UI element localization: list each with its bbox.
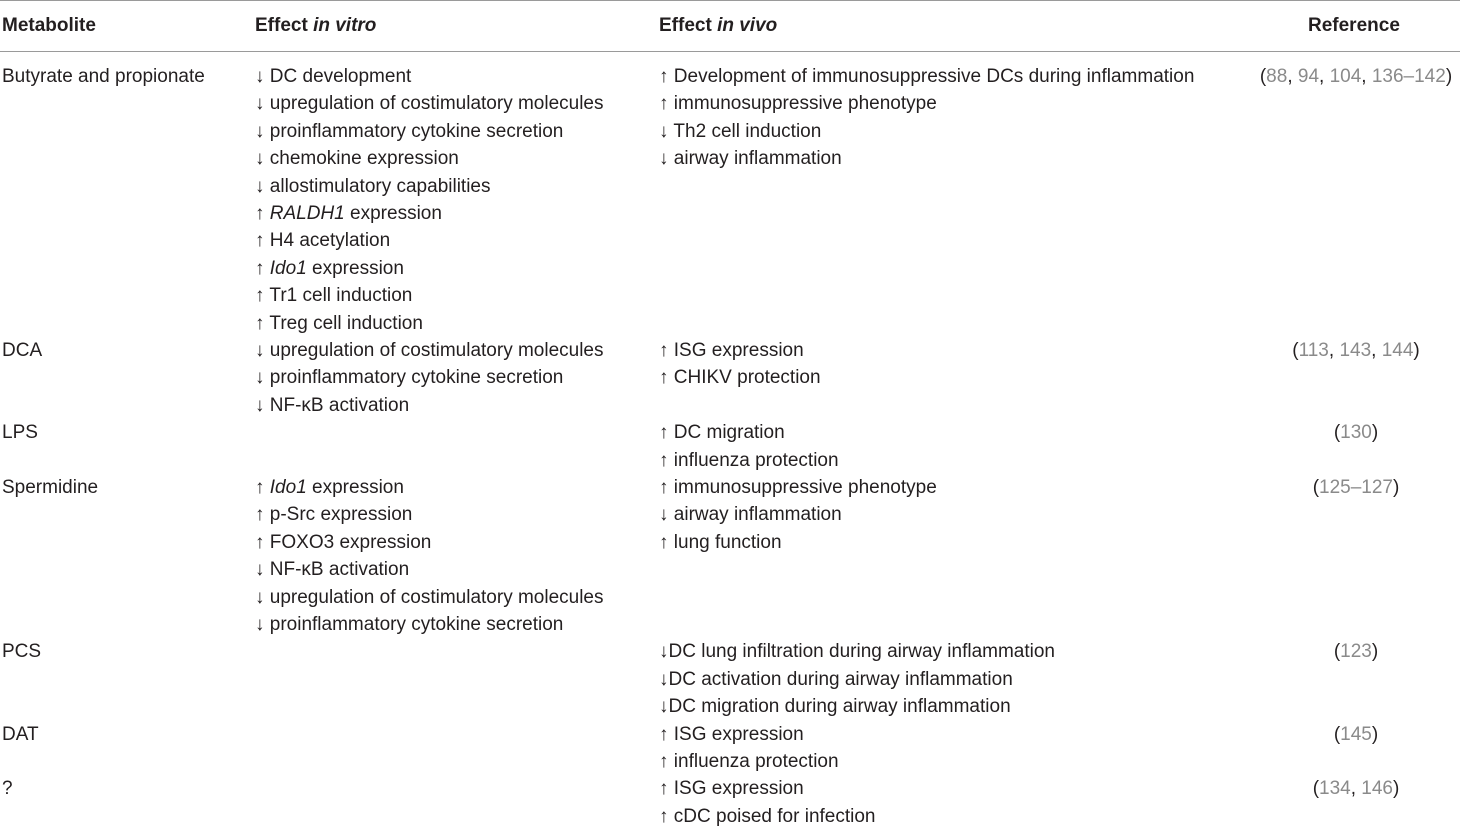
effect-text: ↓DC lung infiltration during airway inflammation xyxy=(659,641,1056,663)
table-row xyxy=(0,638,1460,720)
effect-line xyxy=(659,721,839,748)
metabolite-cell: LPS xyxy=(2,422,38,444)
metabolite-cell: DAT xyxy=(2,723,39,745)
effect-text: ↑ influenza protection xyxy=(659,750,839,772)
table-body xyxy=(0,63,1460,830)
in-vivo-effects-cell xyxy=(659,474,937,556)
effect-line xyxy=(255,63,604,90)
effect-line xyxy=(659,90,1194,117)
reference-link[interactable]: 134 xyxy=(1319,778,1351,800)
effect-text: ↓ proinflammatory cytokine secretion xyxy=(255,613,564,635)
effect-line xyxy=(659,501,937,528)
reference-link[interactable]: 104 xyxy=(1329,66,1362,87)
effect-text: ↑ DC migration xyxy=(659,422,785,444)
effect-text: ↑ cDC poised for infection xyxy=(659,805,876,827)
reference-link[interactable]: 145 xyxy=(1340,723,1372,745)
effect-line xyxy=(255,282,604,309)
effect-line xyxy=(659,803,876,830)
in-vivo-effects-cell xyxy=(659,775,876,830)
effect-line xyxy=(255,90,604,117)
table-row xyxy=(0,721,1460,776)
effect-text: ↑ Tr1 cell induction xyxy=(255,285,413,307)
table-top-rule xyxy=(0,0,1460,1)
effect-line xyxy=(255,227,604,254)
effect-text: Ido1 xyxy=(269,257,307,279)
effect-text: expression xyxy=(306,257,404,279)
in-vivo-effects-cell xyxy=(659,419,839,474)
table-row xyxy=(0,63,1460,337)
effect-line xyxy=(255,584,604,611)
effect-text: ↑ xyxy=(255,476,270,498)
effect-text: ↓ airway inflammation xyxy=(659,148,842,170)
effect-text: ↓ Th2 cell induction xyxy=(659,120,822,142)
effect-text: ↓ allostimulatory capabilities xyxy=(255,175,491,197)
table-row xyxy=(0,474,1460,638)
table-row xyxy=(0,337,1460,419)
effect-text: ↓ airway inflammation xyxy=(659,504,842,526)
effect-line xyxy=(255,611,604,638)
reference-cell: (88, 94, 104, 136–142) xyxy=(1259,66,1453,87)
effect-text: ↑ xyxy=(255,202,270,224)
effect-line xyxy=(659,447,839,474)
effect-line xyxy=(255,310,604,337)
effect-line xyxy=(255,364,604,391)
effect-text: ↑ influenza protection xyxy=(659,449,839,471)
reference-link[interactable]: 88 xyxy=(1266,66,1288,87)
effect-line xyxy=(255,145,604,172)
effect-text: ↑ immunosuppressive phenotype xyxy=(659,476,937,498)
effect-line xyxy=(255,173,604,200)
reference-link[interactable]: 123 xyxy=(1340,641,1372,663)
metabolite-cell: DCA xyxy=(2,340,43,361)
reference-cell: (123) xyxy=(1333,641,1379,663)
effect-line xyxy=(255,474,604,501)
effect-text: ↓ NF-κB activation xyxy=(255,394,410,416)
effect-text: ↑ ISG expression xyxy=(659,340,804,361)
reference-link[interactable]: 125–127 xyxy=(1319,476,1393,498)
effect-line xyxy=(659,337,821,364)
metabolite-cell: Spermidine xyxy=(2,476,99,498)
effect-line xyxy=(255,337,604,364)
effect-text: ↑ lung function xyxy=(659,531,782,553)
effect-line xyxy=(255,392,604,419)
metabolite-cell: PCS xyxy=(2,641,42,663)
effect-text: ↑ CHIKV protection xyxy=(659,367,821,389)
table-row xyxy=(0,419,1460,474)
effect-text: ↑ H4 acetylation xyxy=(255,230,391,252)
effect-text: ↑ ISG expression xyxy=(659,723,804,745)
effect-line xyxy=(659,63,1194,90)
effect-line xyxy=(659,638,1055,665)
header-effect-in-vitro xyxy=(255,14,376,38)
effect-text: ↑ immunosuppressive phenotype xyxy=(659,93,937,115)
effect-line xyxy=(659,474,937,501)
effect-line xyxy=(255,556,604,583)
effect-text: ↓ NF-κB activation xyxy=(255,559,410,581)
in-vivo-effects-cell xyxy=(659,337,821,392)
reference-cell: (113, 143, 144) xyxy=(1292,340,1420,361)
effect-text: ↓ upregulation of costimulatory molecules xyxy=(255,340,604,361)
effect-text: RALDH1 xyxy=(269,202,345,224)
effect-text: expression xyxy=(306,476,404,498)
effect-text: ↓ proinflammatory cytokine secretion xyxy=(255,367,564,389)
effect-line xyxy=(659,145,1194,172)
in-vivo-effects-cell xyxy=(659,721,839,776)
reference-cell: (134, 146) xyxy=(1312,778,1400,800)
effect-line xyxy=(255,200,604,227)
reference-cell: (125–127) xyxy=(1312,476,1400,498)
effect-text: ↑ p-Src expression xyxy=(255,504,413,526)
effect-text: ↓ proinflammatory cytokine secretion xyxy=(255,120,564,142)
effect-line xyxy=(255,529,604,556)
effect-line xyxy=(659,529,937,556)
effect-line xyxy=(659,419,839,446)
table-row xyxy=(0,775,1460,830)
effect-text: ↑ FOXO3 expression xyxy=(255,531,432,553)
header-effect-in-vitro-prefix: Effect xyxy=(255,15,314,36)
metabolite-cell: Butyrate and propionate xyxy=(2,66,205,87)
in-vitro-effects-cell xyxy=(255,474,604,638)
effect-text: ↓ upregulation of costimulatory molecules xyxy=(255,586,604,608)
effect-text: ↓ DC development xyxy=(255,66,412,87)
reference-link[interactable]: 136–142 xyxy=(1371,66,1446,87)
reference-link[interactable]: 94 xyxy=(1297,66,1320,87)
header-effect-in-vivo xyxy=(659,14,777,38)
metabolite-cell: ? xyxy=(2,778,13,800)
effect-line xyxy=(659,666,1055,693)
reference-link[interactable]: 130 xyxy=(1340,422,1372,444)
reference-link[interactable]: 143 xyxy=(1339,340,1372,361)
table-header-rule xyxy=(0,51,1460,52)
reference-link[interactable]: 146 xyxy=(1361,778,1393,800)
in-vitro-effects-cell xyxy=(255,63,604,337)
effect-line xyxy=(255,255,604,282)
in-vivo-effects-cell xyxy=(659,638,1055,720)
effect-line xyxy=(659,693,1055,720)
header-reference: Reference xyxy=(1308,15,1400,36)
effect-text: Ido1 xyxy=(269,476,307,498)
in-vitro-effects-cell xyxy=(255,337,604,419)
effect-text: ↑ Development of immunosuppressive DCs during inflammation xyxy=(659,66,1195,87)
header-effect-in-vivo-prefix: Effect xyxy=(659,15,718,36)
effect-text: expression xyxy=(344,202,442,224)
effect-text: ↓ upregulation of costimulatory molecules xyxy=(255,93,604,115)
effect-text: ↓DC activation during airway inflammation xyxy=(659,668,1013,690)
reference-cell: (145) xyxy=(1333,723,1379,745)
effect-text: ↑ xyxy=(255,257,270,279)
effect-text: ↓ chemokine expression xyxy=(255,148,459,170)
effect-line xyxy=(659,118,1194,145)
header-effect-in-vivo-italic: in vivo xyxy=(717,15,778,36)
effect-text: ↑ ISG expression xyxy=(659,778,804,800)
reference-link[interactable]: 113 xyxy=(1298,340,1329,361)
effect-line xyxy=(659,775,876,802)
effect-text: ↓DC migration during airway inflammation xyxy=(659,696,1011,718)
reference-cell: (130) xyxy=(1333,422,1379,444)
effect-line xyxy=(255,501,604,528)
in-vivo-effects-cell xyxy=(659,63,1194,173)
header-metabolite: Metabolite xyxy=(2,15,96,36)
header-effect-in-vitro-italic: in vitro xyxy=(313,15,377,36)
reference-link[interactable]: 144 xyxy=(1381,340,1414,361)
effect-line xyxy=(659,748,839,775)
effect-line xyxy=(659,364,821,391)
effect-text: ↑ Treg cell induction xyxy=(255,312,423,334)
effect-line xyxy=(255,118,604,145)
